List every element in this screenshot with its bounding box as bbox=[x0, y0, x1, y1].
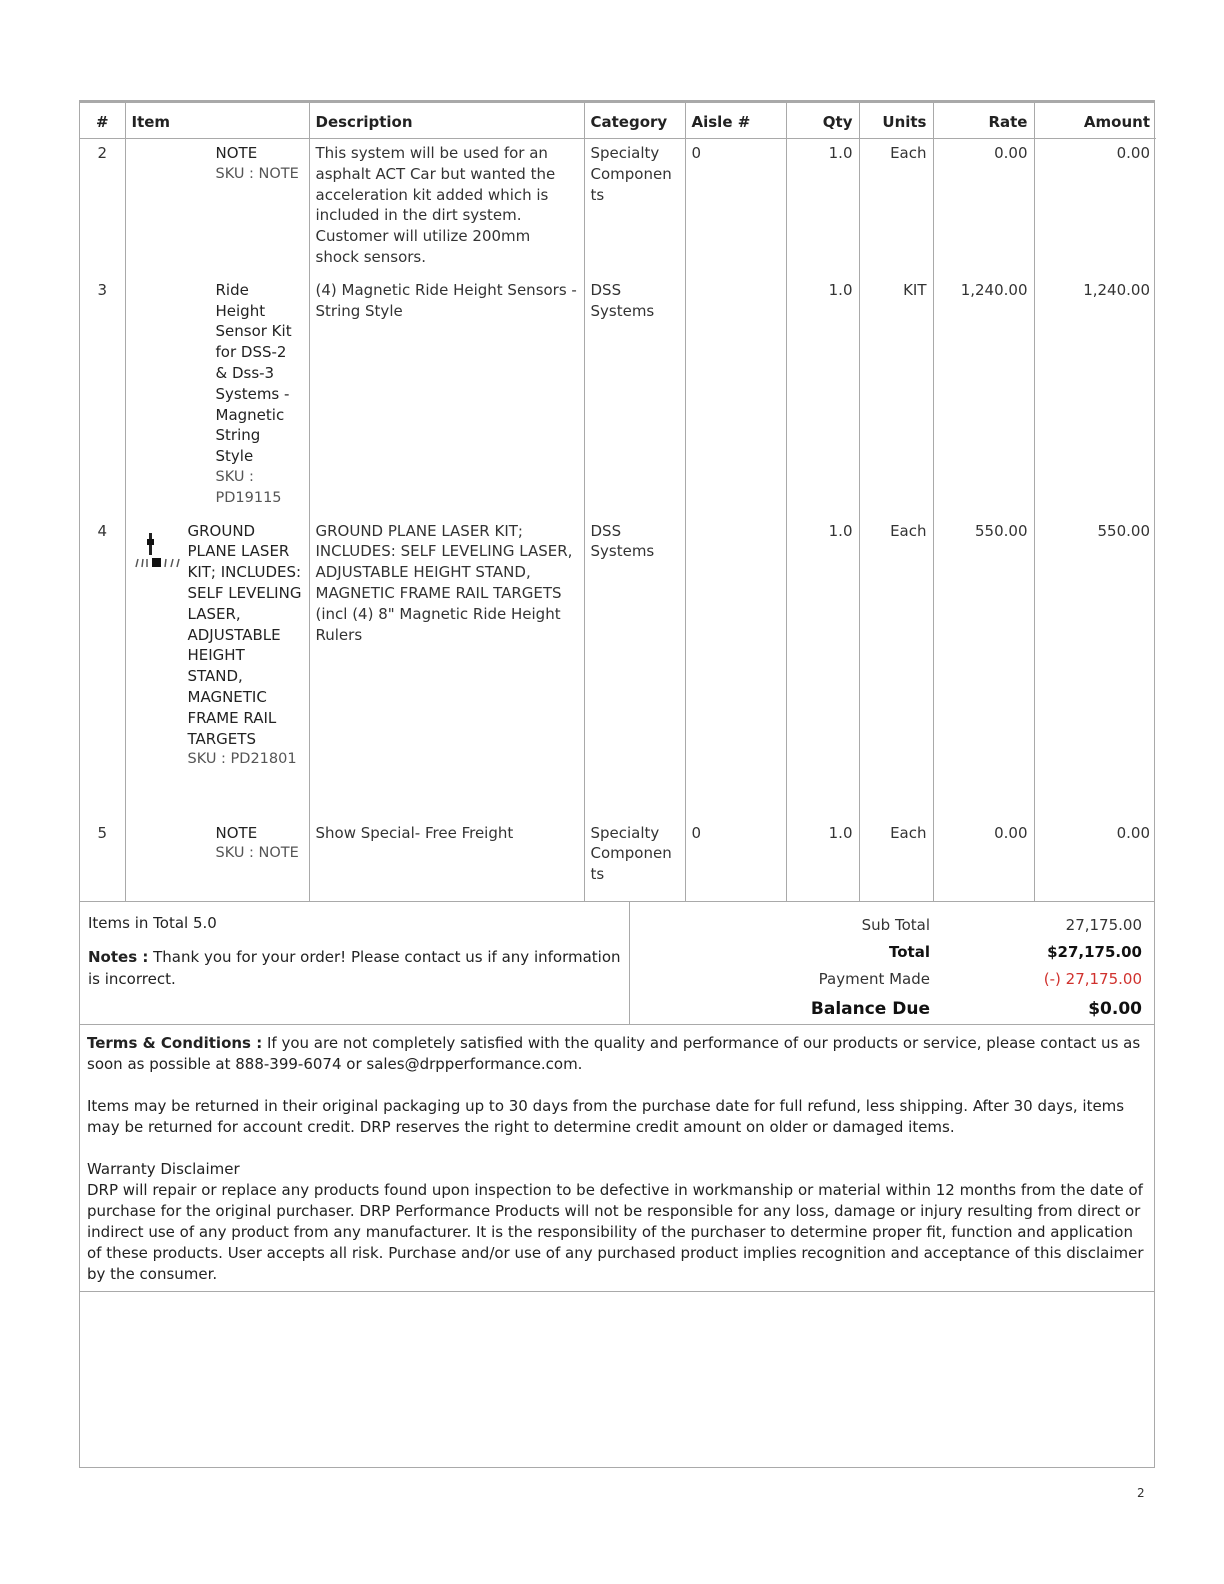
col-header-rate: Rate bbox=[933, 103, 1034, 139]
payment-made-label: Payment Made bbox=[818, 969, 930, 988]
col-header-item: Item bbox=[125, 103, 309, 139]
warranty-paragraph bbox=[87, 1159, 1147, 1285]
summary-totals bbox=[630, 902, 1154, 1024]
row-number: 3 bbox=[97, 280, 108, 299]
col-header-num: # bbox=[80, 103, 125, 139]
invoice-continuation-panel bbox=[79, 100, 1155, 1468]
payment-made-value: (-) 27,175.00 bbox=[1043, 969, 1142, 988]
terms-paragraph bbox=[87, 1033, 1147, 1075]
total-value: $27,175.00 bbox=[1047, 942, 1142, 961]
terms-text: If you are not completely satisfied with the quality and performance of our products or service, please contact us as soon as possible at 888-399-6074 or sales@drpperformance.com. bbox=[87, 1033, 1141, 1073]
table-row bbox=[80, 139, 1156, 276]
row-number: 2 bbox=[97, 144, 108, 162]
item-sku: SKU : PD21801 bbox=[187, 751, 297, 768]
item-name: NOTE bbox=[215, 823, 258, 842]
item-aisle bbox=[685, 517, 786, 819]
item-rate: 550.00 bbox=[933, 517, 1034, 819]
col-header-qty: Qty bbox=[786, 103, 859, 139]
item-amount: 1,240.00 bbox=[1034, 276, 1156, 517]
item-cell bbox=[125, 139, 309, 276]
item-rate: 1,240.00 bbox=[933, 276, 1034, 517]
item-units: Each bbox=[859, 819, 933, 901]
summary-notes bbox=[80, 902, 630, 1024]
item-category: Specialty Componen ts bbox=[584, 819, 685, 901]
item-units: Each bbox=[859, 517, 933, 819]
item-units: KIT bbox=[859, 276, 933, 517]
item-units: Each bbox=[859, 139, 933, 276]
col-header-category: Category bbox=[584, 103, 685, 139]
item-amount: 0.00 bbox=[1034, 139, 1156, 276]
col-header-amount: Amount bbox=[1034, 103, 1156, 139]
item-category: DSS Systems bbox=[584, 276, 685, 517]
item-aisle: 0 bbox=[685, 819, 786, 901]
item-name: NOTE bbox=[215, 144, 258, 162]
notes-label: Notes : bbox=[88, 947, 149, 966]
item-qty: 1.0 bbox=[786, 819, 859, 901]
item-description: (4) Magnetic Ride Height Sensors - String Style bbox=[309, 276, 584, 517]
total-label: Total bbox=[889, 942, 930, 961]
row-number: 5 bbox=[97, 823, 108, 842]
terms-section bbox=[80, 1025, 1154, 1292]
item-description: GROUND PLANE LASER KIT; INCLUDES: SELF LEVELING LASER, ADJUSTABLE HEIGHT STAND, MAGNETIC FRAME RAIL TARGETS (incl (4) 8" Magnetic Ride Height Rulers bbox=[309, 517, 584, 819]
warranty-text: DRP will repair or replace any products found upon inspection to be defective in workmanship or material within 12 months from the date of purchase for the original purchaser. DRP Performance Products will not be responsible for any loss, damage or injury resulting from direct or indirect use of any product from any manufacturer. It is the responsibility of the purchaser to determine proper fit, function and application of these products. User accepts all risk. Purchase and/or use of any purchased product implies recognition and acceptance of this disclaimer by the consumer. bbox=[87, 1180, 1144, 1283]
table-header-row bbox=[80, 103, 1156, 139]
item-amount: 0.00 bbox=[1034, 819, 1156, 901]
balance-due-label: Balance Due bbox=[810, 998, 930, 1019]
item-name: Ride Height Sensor Kit for DSS-2 & Dss-3 Systems - Magnetic String Style bbox=[215, 280, 292, 466]
balance-due-value: $0.00 bbox=[1088, 998, 1142, 1019]
item-description: This system will be used for an asphalt ACT Car but wanted the acceleration kit added which is included in the dirt system. Customer will utilize 200mm shock sensors. bbox=[309, 139, 584, 276]
item-category: Specialty Componen ts bbox=[584, 139, 685, 276]
item-category: DSS Systems bbox=[584, 517, 685, 819]
item-sku: SKU : PD19115 bbox=[215, 468, 282, 506]
notes-line bbox=[88, 946, 621, 990]
item-sku: SKU : NOTE bbox=[215, 165, 299, 182]
item-aisle bbox=[685, 276, 786, 517]
item-qty: 1.0 bbox=[786, 139, 859, 276]
laser-kit-icon bbox=[132, 525, 182, 577]
row-number: 4 bbox=[97, 521, 108, 540]
notes-text: Thank you for your order! Please contact us if any information is incorrect. bbox=[88, 947, 621, 988]
item-qty: 1.0 bbox=[786, 517, 859, 819]
table-row bbox=[80, 517, 1156, 819]
items-total: Items in Total 5.0 bbox=[88, 913, 217, 932]
warranty-title: Warranty Disclaimer bbox=[87, 1159, 240, 1178]
subtotal-value: 27,175.00 bbox=[1065, 915, 1142, 934]
item-aisle: 0 bbox=[685, 139, 786, 276]
item-rate: 0.00 bbox=[933, 819, 1034, 901]
item-cell bbox=[125, 276, 309, 517]
table-row bbox=[80, 276, 1156, 517]
table-row bbox=[80, 819, 1156, 901]
item-cell bbox=[125, 819, 309, 901]
item-description: Show Special- Free Freight bbox=[309, 819, 584, 901]
terms-label: Terms & Conditions : bbox=[87, 1033, 263, 1052]
subtotal-label: Sub Total bbox=[861, 915, 930, 934]
item-qty: 1.0 bbox=[786, 276, 859, 517]
item-sku: SKU : NOTE bbox=[215, 845, 299, 862]
item-cell bbox=[125, 517, 309, 819]
item-rate: 0.00 bbox=[933, 139, 1034, 276]
col-header-aisle: Aisle # bbox=[685, 103, 786, 139]
laser-kit-thumbnail bbox=[132, 521, 188, 771]
item-name: GROUND PLANE LASER KIT; INCLUDES: SELF LEVELING LASER, ADJUSTABLE HEIGHT STAND, MAGNETIC FRAME RAIL TARGETS bbox=[187, 521, 302, 748]
col-header-description: Description bbox=[309, 103, 584, 139]
item-amount: 550.00 bbox=[1034, 517, 1156, 819]
returns-paragraph: Items may be returned in their original packaging up to 30 days from the purchase date for full refund, less shipping. After 30 days, items may be returned for account credit. DRP reserves the right to determine credit amount on older or damaged items. bbox=[87, 1096, 1125, 1136]
line-items-table bbox=[80, 103, 1156, 901]
summary-section bbox=[80, 901, 1154, 1025]
page-number: 2 bbox=[1137, 1486, 1145, 1500]
col-header-units: Units bbox=[859, 103, 933, 139]
